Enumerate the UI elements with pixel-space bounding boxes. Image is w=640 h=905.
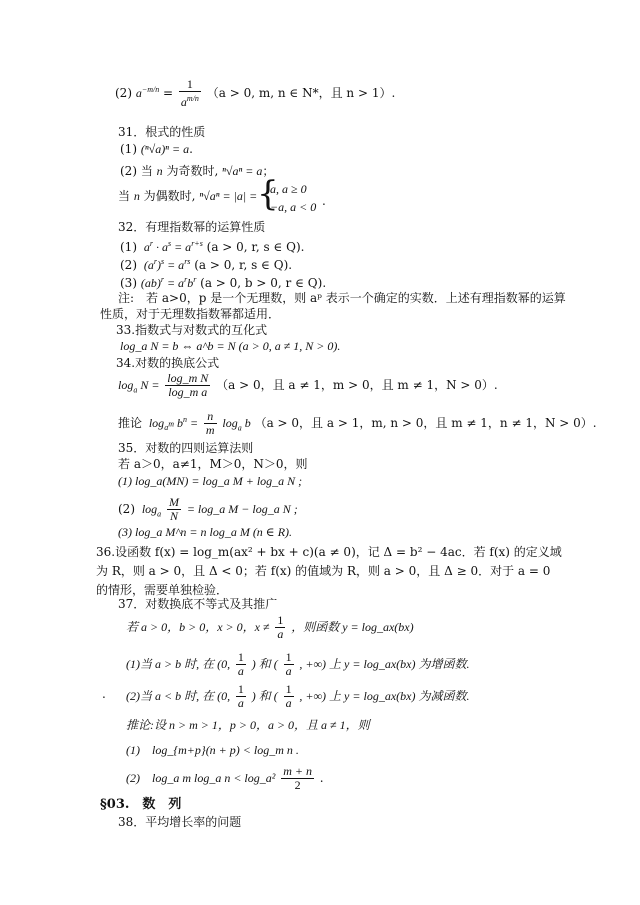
heading-34: 34.对数的换底公式	[116, 356, 220, 370]
denominator: log_m a	[168, 385, 208, 399]
label: (1)	[120, 142, 137, 156]
fraction	[281, 765, 314, 792]
note-line-2: 性质，对于无理数指数幂都适用．	[100, 307, 281, 321]
inference-37-2	[126, 765, 324, 792]
condition: (a > 0, r, s ∈ Q).	[194, 258, 293, 272]
text: ，则函数 y = log_ax(bx)	[291, 620, 414, 634]
case-1: a, a ≥ 0	[270, 182, 307, 196]
fraction	[236, 651, 246, 678]
numerator: M	[169, 495, 179, 509]
condition: （a > 0，且 a > 1，m, n > 0，且 m ≠ 1，n ≠ 1，N > 0）.	[254, 416, 597, 430]
condition: (a > 0, b > 0, r ∈ Q).	[200, 276, 327, 290]
text: (2)当 a < b 时, 在 (0,	[126, 689, 231, 703]
formula-33: log_a N = b ⇔ a^b = N (a > 0, a ≠ 1, N > 0).	[120, 339, 341, 353]
denominator: 2	[294, 778, 301, 792]
fraction	[236, 683, 246, 710]
text: 若 a > 0，b > 0，x > 0，x ≠	[126, 620, 270, 634]
heading-33: 33.指数式与对数式的互化式	[116, 323, 268, 337]
fraction	[204, 410, 217, 437]
condition: （a > 0, m, n ∈ N*，且 n > 1）.	[206, 86, 396, 100]
text: ) 和 (	[251, 657, 278, 671]
numerator: m + n	[283, 764, 312, 778]
text: = log_a M − log_a N ;	[186, 502, 298, 516]
formula-34-inference: 推论 $\log_{a^m} b^n$ = $\frac{n}{m}$ $\log_a b$ （a > 0，且 a > 1，m, n > 0，且 m ≠ 1，n ≠ 1，N > 0）.	[118, 409, 597, 437]
inference-37: 推论:设 n > m > 1，p > 0，a > 0，且 a ≠ 1，则	[126, 718, 370, 732]
label: (2)	[120, 258, 137, 272]
text: , +∞) 上 y = log_ax(bx) 为减函数.	[299, 689, 470, 703]
denominator: a	[285, 664, 292, 678]
numerator: 1	[285, 650, 292, 664]
stray-dot: .	[102, 687, 106, 701]
case-end-dot: .	[322, 194, 326, 208]
text: , +∞) 上 y = log_ax(bx) 为增函数.	[299, 657, 470, 671]
text: 为偶数时,	[143, 189, 196, 203]
numerator: log_m N	[167, 371, 209, 385]
heading-38: 38．平均增长率的问题	[118, 815, 242, 829]
formula-37-2	[126, 683, 469, 710]
numerator: 1	[179, 78, 201, 92]
fraction	[275, 614, 285, 641]
fraction: $\frac{1}{a^{m/n}}$	[180, 77, 199, 109]
formula-32-1: (1) $a^r \cdot a^s = a^{r+s}$ (a > 0, r, s ∈ Q).	[120, 239, 305, 254]
formula-35-2: (2) $\log_a$ $\frac{M}{N}$ = log_a M − log_a N ;	[118, 495, 298, 523]
fraction	[284, 651, 294, 678]
heading-35: 35．对数的四则运算法则	[118, 441, 254, 455]
label: (3)	[120, 276, 137, 290]
case-brace: {	[257, 174, 279, 214]
formula-35-1: (1) log_a(MN) = log_a M + log_a N ;	[118, 474, 303, 488]
section-heading: §03. 数 列	[100, 797, 182, 812]
case-2: −a, a < 0	[270, 200, 317, 214]
denominator: N	[169, 509, 178, 523]
fraction	[167, 496, 181, 523]
denominator: a	[237, 664, 244, 678]
numerator: 1	[237, 682, 244, 696]
label: (2)	[115, 86, 132, 100]
formula-32-2: (2) $(a^r)^s = a^{rs}$ (a > 0, r, s ∈ Q).	[120, 257, 293, 272]
numerator: 1	[237, 650, 244, 664]
numerator: 1	[285, 682, 292, 696]
paragraph-36: 36.设函数 f(x) = log_m(ax² + bx + c)(a ≠ 0)，记 Δ = b² − 4ac．若 f(x) 的定义域为 R，则 a > 0，且 Δ < 0；若 f(x) 的值域为 R，则 a > 0，且 Δ ≥ 0．对于 a = 0 的情形，需要单独检验．	[96, 545, 562, 597]
heading-32: 32．有理指数幂的运算性质	[118, 220, 266, 234]
formula-37-1	[126, 651, 469, 678]
label: 推论	[118, 416, 143, 430]
intro-37	[126, 614, 414, 641]
denominator: m	[205, 423, 215, 437]
text: ) 和 (	[251, 689, 278, 703]
formula-31-1: (1) (ⁿ√a)ⁿ = a.	[120, 142, 193, 156]
numerator: 1	[277, 613, 284, 627]
inference-37-1: (1) log_{m+p}(n + p) < log_m n .	[126, 743, 299, 757]
condition: (a > 0, r, s ∈ Q).	[206, 240, 305, 254]
formula-32-3: (3) $(ab)^r = a^rb^r$ (a > 0, b > 0, r ∈ Q).	[120, 275, 327, 290]
formula-neg-exponent: (2) $a^{-m/n}$ = $\frac{1}{a^{m/n}}$ （a > 0, m, n ∈ N*，且 n > 1）.	[115, 77, 396, 109]
text: 为奇数时,	[166, 164, 219, 178]
intro-35: 若 a＞0，a≠1，M＞0，N＞0，则	[118, 457, 308, 471]
text: .	[319, 771, 324, 785]
text: (2) log_a m log_a n < log_a²	[126, 771, 276, 785]
formula-35-3: (3) log_a M^n = n log_a M (n ∈ R).	[118, 525, 293, 539]
denominator: a	[277, 627, 284, 641]
label: (2)	[118, 502, 135, 516]
formula-34: $\log_a N$ = $\frac{\text{log\_m N}}{\text{log\_m a}}$ （a > 0，且 a ≠ 1，m > 0，且 m ≠ 1，N > 0）.	[118, 371, 498, 399]
fraction	[165, 372, 210, 399]
heading-31: 31．根式的性质	[118, 125, 206, 139]
text: 当	[118, 189, 131, 203]
text: (1)当 a > b 时, 在 (0,	[126, 657, 231, 671]
text: (2) 当	[120, 164, 153, 178]
formula-31-3: 当 n 为偶数时, ⁿ√aⁿ = |a| =	[118, 189, 258, 203]
numerator: n	[204, 410, 217, 424]
label: (1)	[120, 240, 137, 254]
formula-31-2: (2) 当 n 为奇数时, ⁿ√aⁿ = a；	[120, 164, 275, 178]
note-line-1: 注: 若 a>0，p 是一个无理数，则 aᵖ 表示一个确定的实数．上述有理指数幂的运算	[118, 291, 566, 305]
condition: （a > 0，且 a ≠ 1，m > 0，且 m ≠ 1，N > 0）.	[216, 378, 498, 392]
denominator: a	[285, 696, 292, 710]
heading-37: 37．对数换底不等式及其推广	[118, 597, 278, 611]
denominator: a	[237, 696, 244, 710]
fraction	[284, 683, 294, 710]
